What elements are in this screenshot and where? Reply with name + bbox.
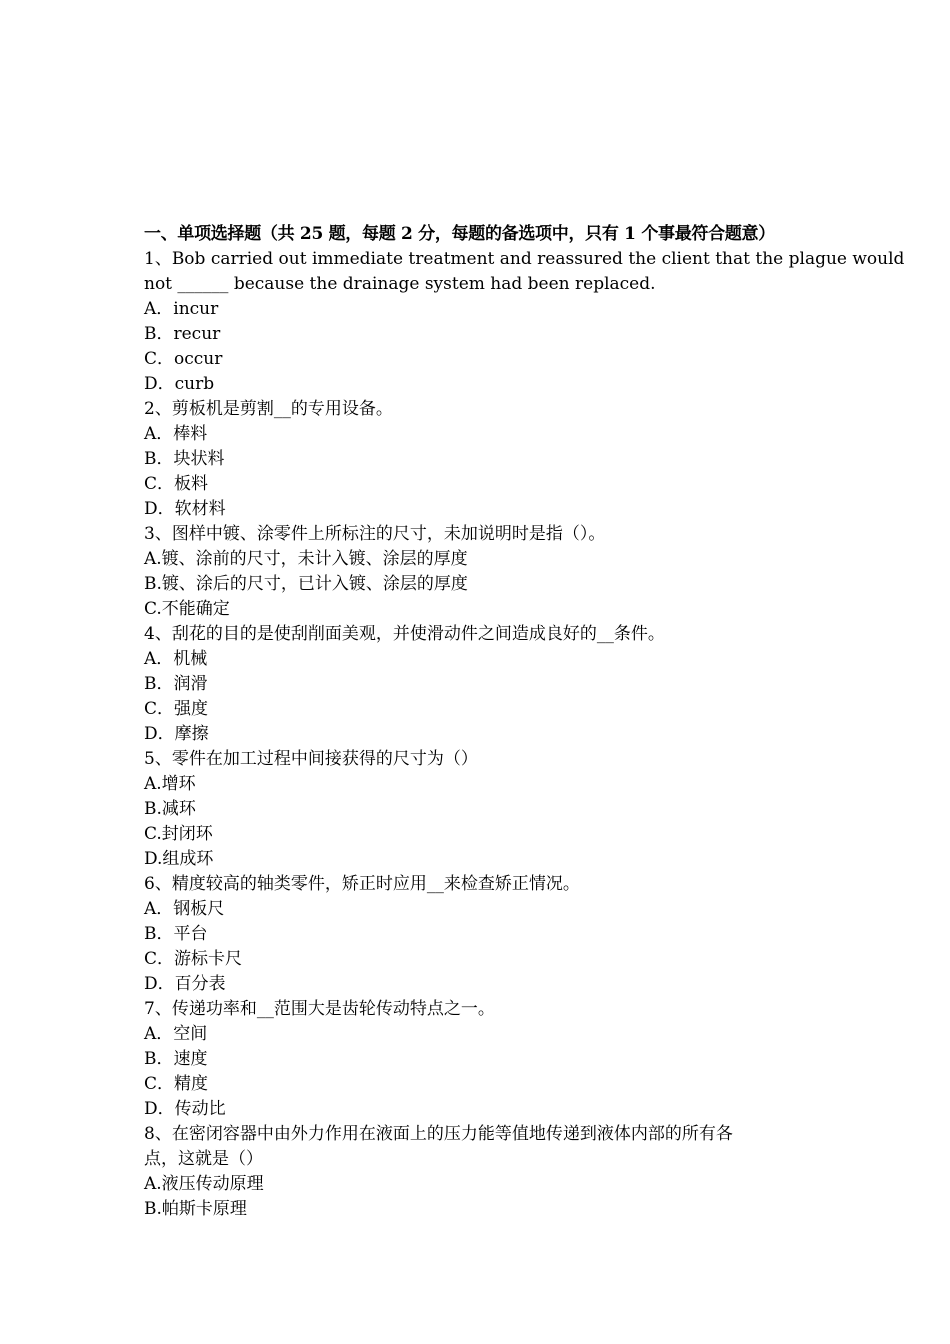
option-b: B．速度 bbox=[144, 1049, 208, 1069]
option-a: A.镀、涂前的尺寸，未计入镀、涂层的厚度 bbox=[144, 549, 468, 569]
question-1 bbox=[144, 247, 905, 397]
question-stem: 3、图样中镀、涂零件上所标注的尺寸，未加说明时是指（）。 bbox=[144, 524, 606, 544]
option-a: A．incur bbox=[144, 299, 219, 319]
option-a: A．钢板尺 bbox=[144, 899, 225, 919]
question-stem: 6、精度较高的轴类零件，矫正时应用__来检查矫正情况。 bbox=[144, 874, 580, 894]
document-page bbox=[144, 222, 905, 1222]
question-stem: 2、剪板机是剪割__的专用设备。 bbox=[144, 399, 393, 419]
option-d: D.组成环 bbox=[144, 849, 214, 869]
option-b: B．平台 bbox=[144, 924, 208, 944]
option-c: C．occur bbox=[144, 349, 223, 369]
option-d: D．传动比 bbox=[144, 1099, 226, 1119]
option-a: A.增环 bbox=[144, 774, 196, 794]
option-b: B．recur bbox=[144, 324, 221, 344]
option-a: A．空间 bbox=[144, 1024, 208, 1044]
option-c: C.不能确定 bbox=[144, 599, 230, 619]
question-stem: 8、在密闭容器中由外力作用在液面上的压力能等值地传递到液体内部的所有各 bbox=[144, 1124, 733, 1144]
option-d: D．摩擦 bbox=[144, 724, 209, 744]
option-c: C．精度 bbox=[144, 1074, 209, 1094]
option-a: A．棒料 bbox=[144, 424, 208, 444]
question-8 bbox=[144, 1122, 814, 1222]
question-stem: 4、刮花的目的是使刮削面美观，并使滑动件之间造成良好的__条件。 bbox=[144, 624, 665, 644]
question-stem: 1、Bob carried out immediate treatment and reassured the client that the plague would bbox=[144, 249, 905, 269]
option-d: D．百分表 bbox=[144, 974, 226, 994]
option-b: B.减环 bbox=[144, 799, 196, 819]
question-7 bbox=[144, 997, 814, 1122]
option-c: C．板料 bbox=[144, 474, 209, 494]
question-3 bbox=[144, 522, 814, 622]
option-b: B．润滑 bbox=[144, 674, 208, 694]
option-c: C．游标卡尺 bbox=[144, 949, 243, 969]
option-a: A．机械 bbox=[144, 649, 208, 669]
option-d: D．curb bbox=[144, 374, 215, 394]
question-5 bbox=[144, 747, 814, 872]
section-title: 一、单项选择题（共 25 题，每题 2 分，每题的备选项中，只有 1 个事最符合题意） bbox=[144, 224, 775, 244]
option-b: B.镀、涂后的尺寸，已计入镀、涂层的厚度 bbox=[144, 574, 468, 594]
question-stem: not ______ because the drainage system had been replaced. bbox=[144, 274, 656, 294]
option-a: A.液压传动原理 bbox=[144, 1174, 264, 1194]
option-b: B．块状料 bbox=[144, 449, 225, 469]
option-c: C．强度 bbox=[144, 699, 209, 719]
option-b: B.帕斯卡原理 bbox=[144, 1199, 247, 1219]
question-stem: 7、传递功率和__范围大是齿轮传动特点之一。 bbox=[144, 999, 495, 1019]
question-stem: 点，这就是（） bbox=[144, 1149, 263, 1169]
question-4 bbox=[144, 622, 814, 747]
question-stem: 5、零件在加工过程中间接获得的尺寸为（） bbox=[144, 749, 478, 769]
question-2 bbox=[144, 397, 814, 522]
question-6 bbox=[144, 872, 814, 997]
option-c: C.封闭环 bbox=[144, 824, 213, 844]
option-d: D．软材料 bbox=[144, 499, 226, 519]
